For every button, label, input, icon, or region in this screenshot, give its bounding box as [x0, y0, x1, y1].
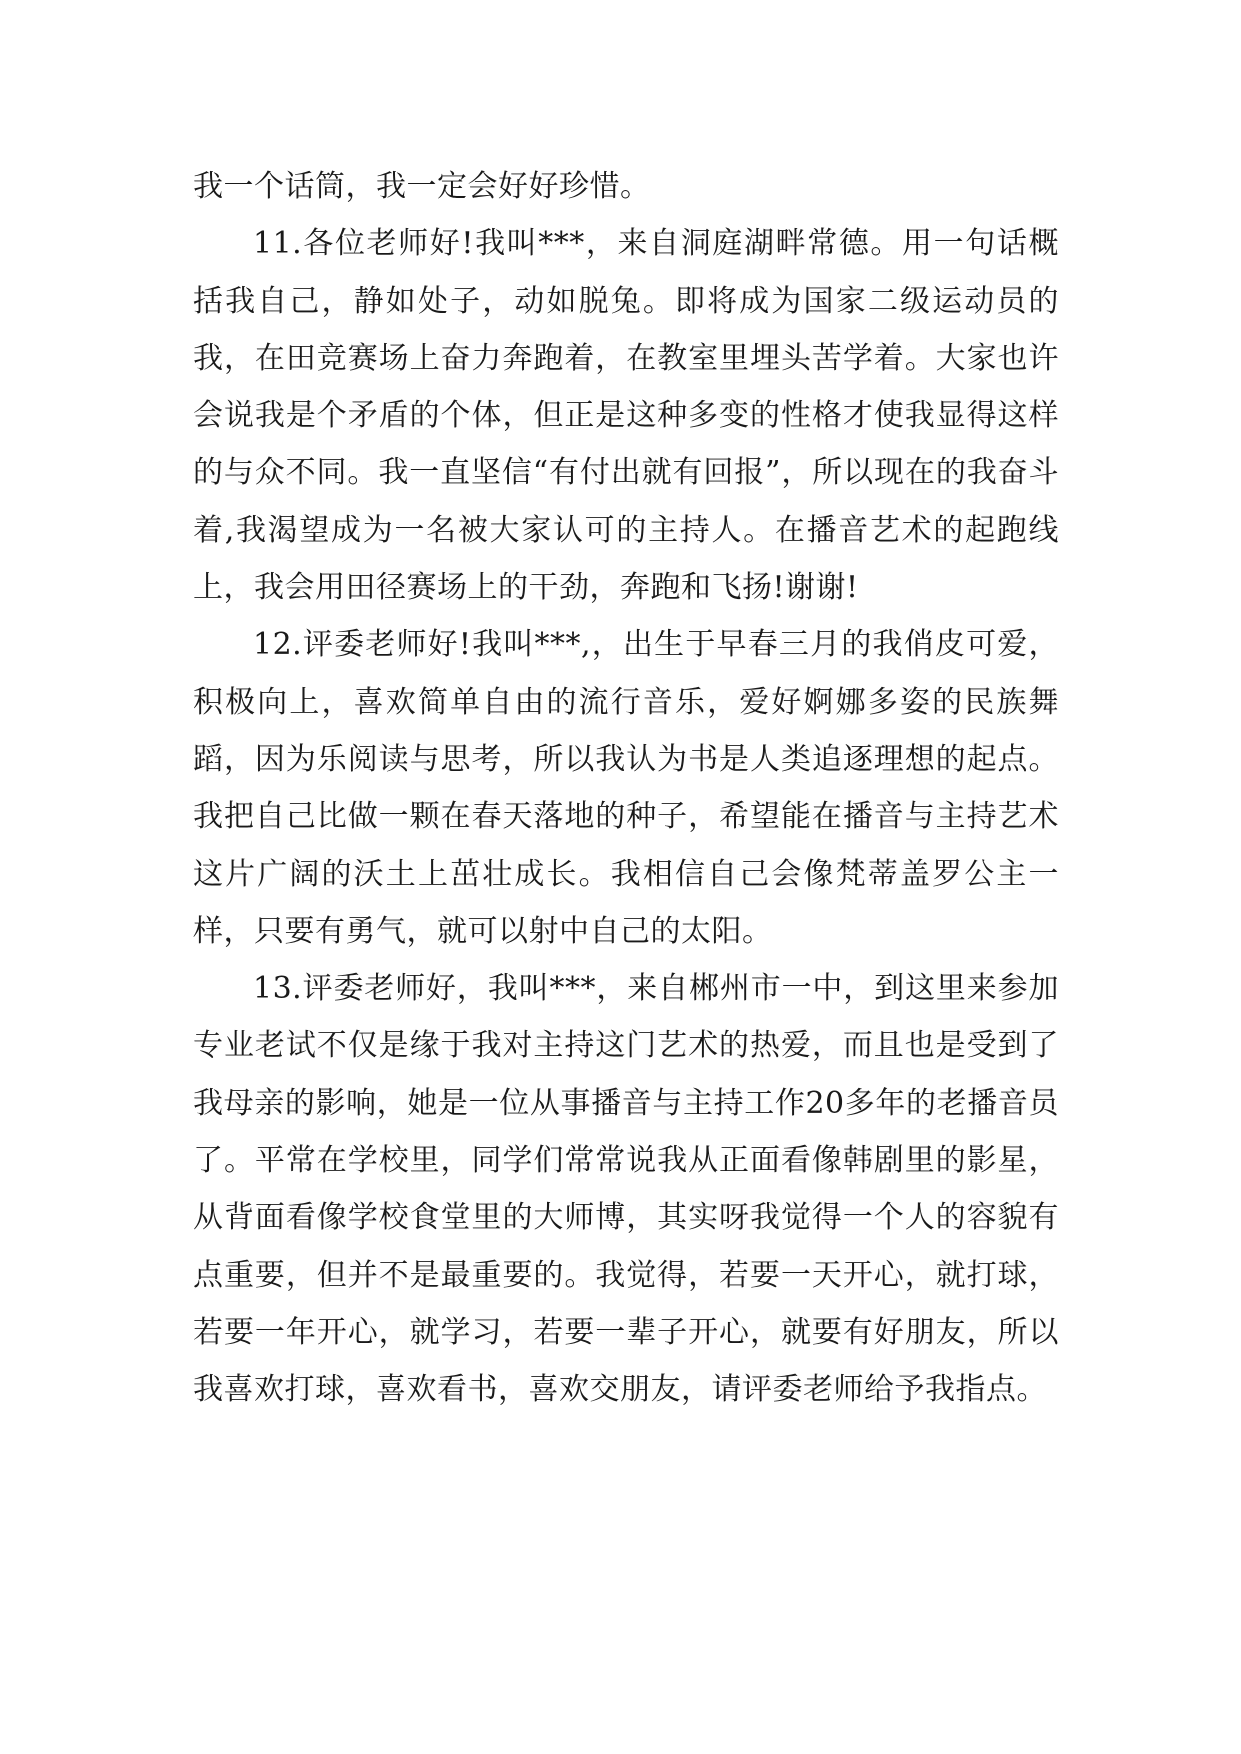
paragraph-item-11: 11.各位老师好!我叫***，来自洞庭湖畔常德。用一句话概括我自己，静如处子，动如脱兔。即将成为国家二级运动员的我，在田竞赛场上奋力奔跑着，在教室里埋头苦学着。大家也许会说我是个矛盾的个体，但正是这种多变的性格才使我显得这样的与众不同。我一直坚信“有付出就有回报”，所以现在的我奋斗着,我渴望成为一名被大家认可的主持人。在播音艺术的起跑线上，我会用田径赛场上的干劲，奔跑和飞扬!谢谢!: [193, 226, 1059, 606]
paragraph-item-12: 12.评委老师好!我叫***,，出生于早春三月的我俏皮可爱，积极向上，喜欢简单自由的流行音乐，爱好婀娜多姿的民族舞蹈，因为乐阅读与思考，所以我认为书是人类追逐理想的起点。我把自己比做一颗在春天落地的种子，希望能在播音与主持艺术这片广阔的沃土上茁壮成长。我相信自己会像梵蒂盖罗公主一样，只要有勇气，就可以射中自己的太阳。: [193, 627, 1059, 949]
paragraph-continuation: 我一个话筒，我一定会好好珍惜。: [193, 169, 651, 204]
document-body: [193, 158, 1059, 1419]
paragraph-item-13: 13.评委老师好，我叫***，来自郴州市一中，到这里来参加专业老试不仅是缘于我对主持这门艺术的热爱，而且也是受到了我母亲的影响，她是一位从事播音与主持工作20多年的老播音员了。平常在学校里，同学们常常说我从正面看像韩剧里的影星，从背面看像学校食堂里的大师博，其实呀我觉得一个人的容貌有点重要，但并不是最重要的。我觉得，若要一天开心，就打球，若要一年开心，就学习，若要一辈子开心，就要有好朋友，所以我喜欢打球，喜欢看书，喜欢交朋友，请评委老师给予我指点。: [193, 971, 1059, 1408]
